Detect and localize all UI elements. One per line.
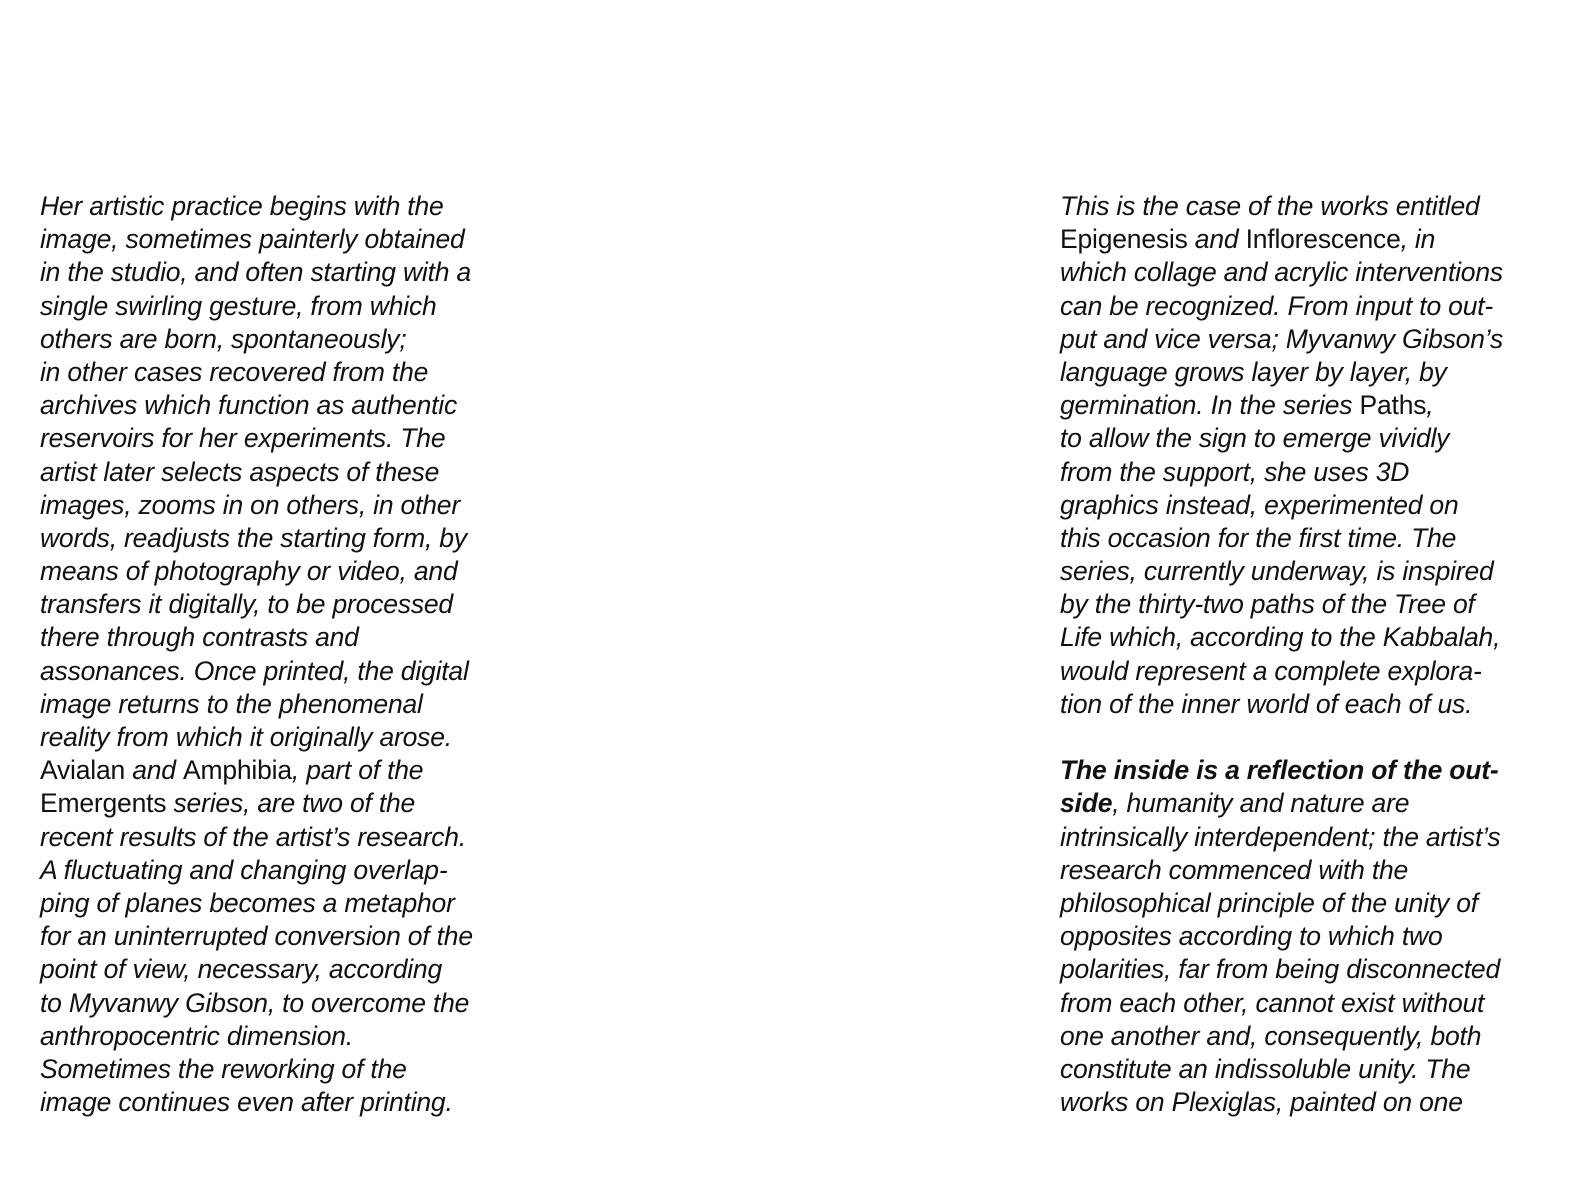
text-line [1060,422,1565,455]
text-line [40,953,520,986]
text-line [40,688,520,721]
text-run: , in [1400,224,1436,255]
text-run: Her artistic practice begins with the [40,191,444,221]
text-run: intrinsically interdependent; the artist’s [1060,821,1501,852]
text-run: philosophical principle of the unity of [1060,887,1478,918]
text-line [1060,522,1565,555]
text-line [40,290,520,323]
text-line [1060,953,1565,986]
text-line [1060,555,1565,588]
text-run: Life which, according to the Kabbalah, [1060,622,1501,653]
text-line [40,389,520,422]
text-run: image returns to the phenomenal [40,688,423,719]
text-line [40,190,520,223]
text-line [40,987,520,1020]
text-run: image continues even after printing. [40,1087,453,1118]
bold-phrase: side [1060,788,1113,819]
text-line [40,1086,520,1119]
text-line [1060,489,1565,522]
text-line [40,787,520,820]
text-run: series, currently underway, is inspired [1060,556,1494,587]
text-line [40,456,520,489]
text-run: to Myvanwy Gibson, to overcome the [40,987,470,1018]
text-line [40,854,520,887]
text-run: words, readjusts the starting form, by [40,522,467,553]
text-line [40,422,520,455]
text-run: images, zooms in on others, in other [40,489,460,520]
text-run: reality from which it originally arose. [40,722,452,752]
text-line [40,223,520,256]
text-line [40,489,520,522]
work-title: Epigenesis [1060,224,1188,255]
text-run: , humanity and nature are [1112,788,1410,819]
text-line [1060,1020,1565,1053]
text-line [1060,688,1565,721]
text-line [40,1020,520,1053]
bold-phrase: The inside is a reflection of the out- [1060,755,1499,786]
text-run: can be recognized. From input to out- [1060,290,1494,321]
text-run: recent results of the artist’s research. [40,821,467,852]
paragraph-gap [1060,721,1565,754]
text-line [1060,854,1565,887]
text-line [1060,1086,1565,1119]
text-run: anthropocentric dimension. [40,1020,353,1051]
text-line [40,588,520,621]
text-line [1060,290,1565,323]
text-run: opposites according to which two [1060,921,1443,952]
text-run: Sometimes the reworking of the [40,1053,407,1084]
text-run: research commenced with the [1060,854,1409,885]
text-run: germination. In the series [1060,390,1360,421]
text-run: image, sometimes painterly obtained [40,224,465,255]
text-line [40,621,520,654]
text-run: to allow the sign to emerge vividly [1060,423,1450,454]
text-run: which collage and acrylic interventions [1060,257,1503,288]
text-run: language grows layer by layer, by [1060,356,1447,387]
text-line [1060,256,1565,289]
work-title: Emergents [40,788,167,819]
text-line [40,323,520,356]
text-line [40,655,520,688]
text-line [1060,754,1565,787]
text-run: this occasion for the first time. The [1060,522,1457,553]
text-run: there through contrasts and [40,622,359,653]
text-run: graphics instead, experimented on [1060,489,1459,520]
text-run: would represent a complete explora- [1060,655,1482,686]
work-title: Inflorescence [1245,224,1401,255]
text-run: polarities, far from being disconnected [1060,954,1500,985]
text-line [1060,821,1565,854]
text-run: A fluctuating and changing overlap- [40,854,448,885]
text-run: ping of planes becomes a metaphor [40,887,455,918]
text-run: artist later selects aspects of these [40,456,440,487]
text-run: others are born, spontaneously; [40,323,407,354]
text-line [40,754,520,787]
work-title: Avialan [40,755,126,786]
text-line [1060,987,1565,1020]
text-run: put and vice versa; Myvanwy Gibson’s [1060,323,1504,354]
work-title: Paths [1359,390,1427,421]
text-line [40,522,520,555]
text-run: one another and, consequently, both [1060,1020,1482,1051]
text-line [1060,655,1565,688]
text-run: means of photography or video, and [40,556,458,587]
text-run: , [1426,390,1434,421]
text-run: and [125,755,183,786]
text-line [1060,223,1565,256]
text-run: transfers it digitally, to be processed [40,589,453,620]
text-line [1060,920,1565,953]
text-run: for an uninterrupted conversion of the [40,921,473,952]
text-run: assonances. Once printed, the digital [40,655,469,686]
text-line [1060,787,1565,820]
text-line [1060,323,1565,356]
text-line [1060,456,1565,489]
text-run: from each other, cannot exist without [1060,987,1485,1018]
right-page-text [1060,190,1565,1119]
text-run: tion of the inner world of each of us. [1060,688,1473,719]
text-line [1060,356,1565,389]
text-line [40,555,520,588]
work-title: Amphibia [183,755,292,786]
text-line [1060,190,1565,223]
text-run: single swirling gesture, from which [40,290,437,321]
text-line [1060,1053,1565,1086]
text-line [1060,887,1565,920]
text-line [40,920,520,953]
text-run: works on Plexiglas, painted on one [1060,1087,1463,1118]
text-run: , part of the [291,755,424,786]
text-line [40,821,520,854]
text-run: reservoirs for her experiments. The [40,423,446,454]
text-line [40,1053,520,1086]
text-line [40,887,520,920]
text-run: in other cases recovered from the [40,356,429,387]
text-run: and [1187,224,1246,255]
text-line [40,721,520,754]
text-run: constitute an indissoluble unity. The [1060,1053,1471,1084]
text-line [1060,389,1565,422]
text-run: point of view, necessary, according [40,954,443,985]
text-run: from the support, she uses 3D [1060,456,1410,487]
text-line [40,356,520,389]
text-run: in the studio, and often starting with a [40,257,471,288]
text-run: This is the case of the works entitled [1060,191,1480,221]
text-run: series, are two of the [166,788,416,819]
text-run: archives which function as authentic [40,390,458,421]
text-run: by the thirty-two paths of the Tree of [1060,589,1475,620]
left-page-text [40,190,520,1119]
text-line [1060,588,1565,621]
text-line [1060,621,1565,654]
text-line [40,256,520,289]
